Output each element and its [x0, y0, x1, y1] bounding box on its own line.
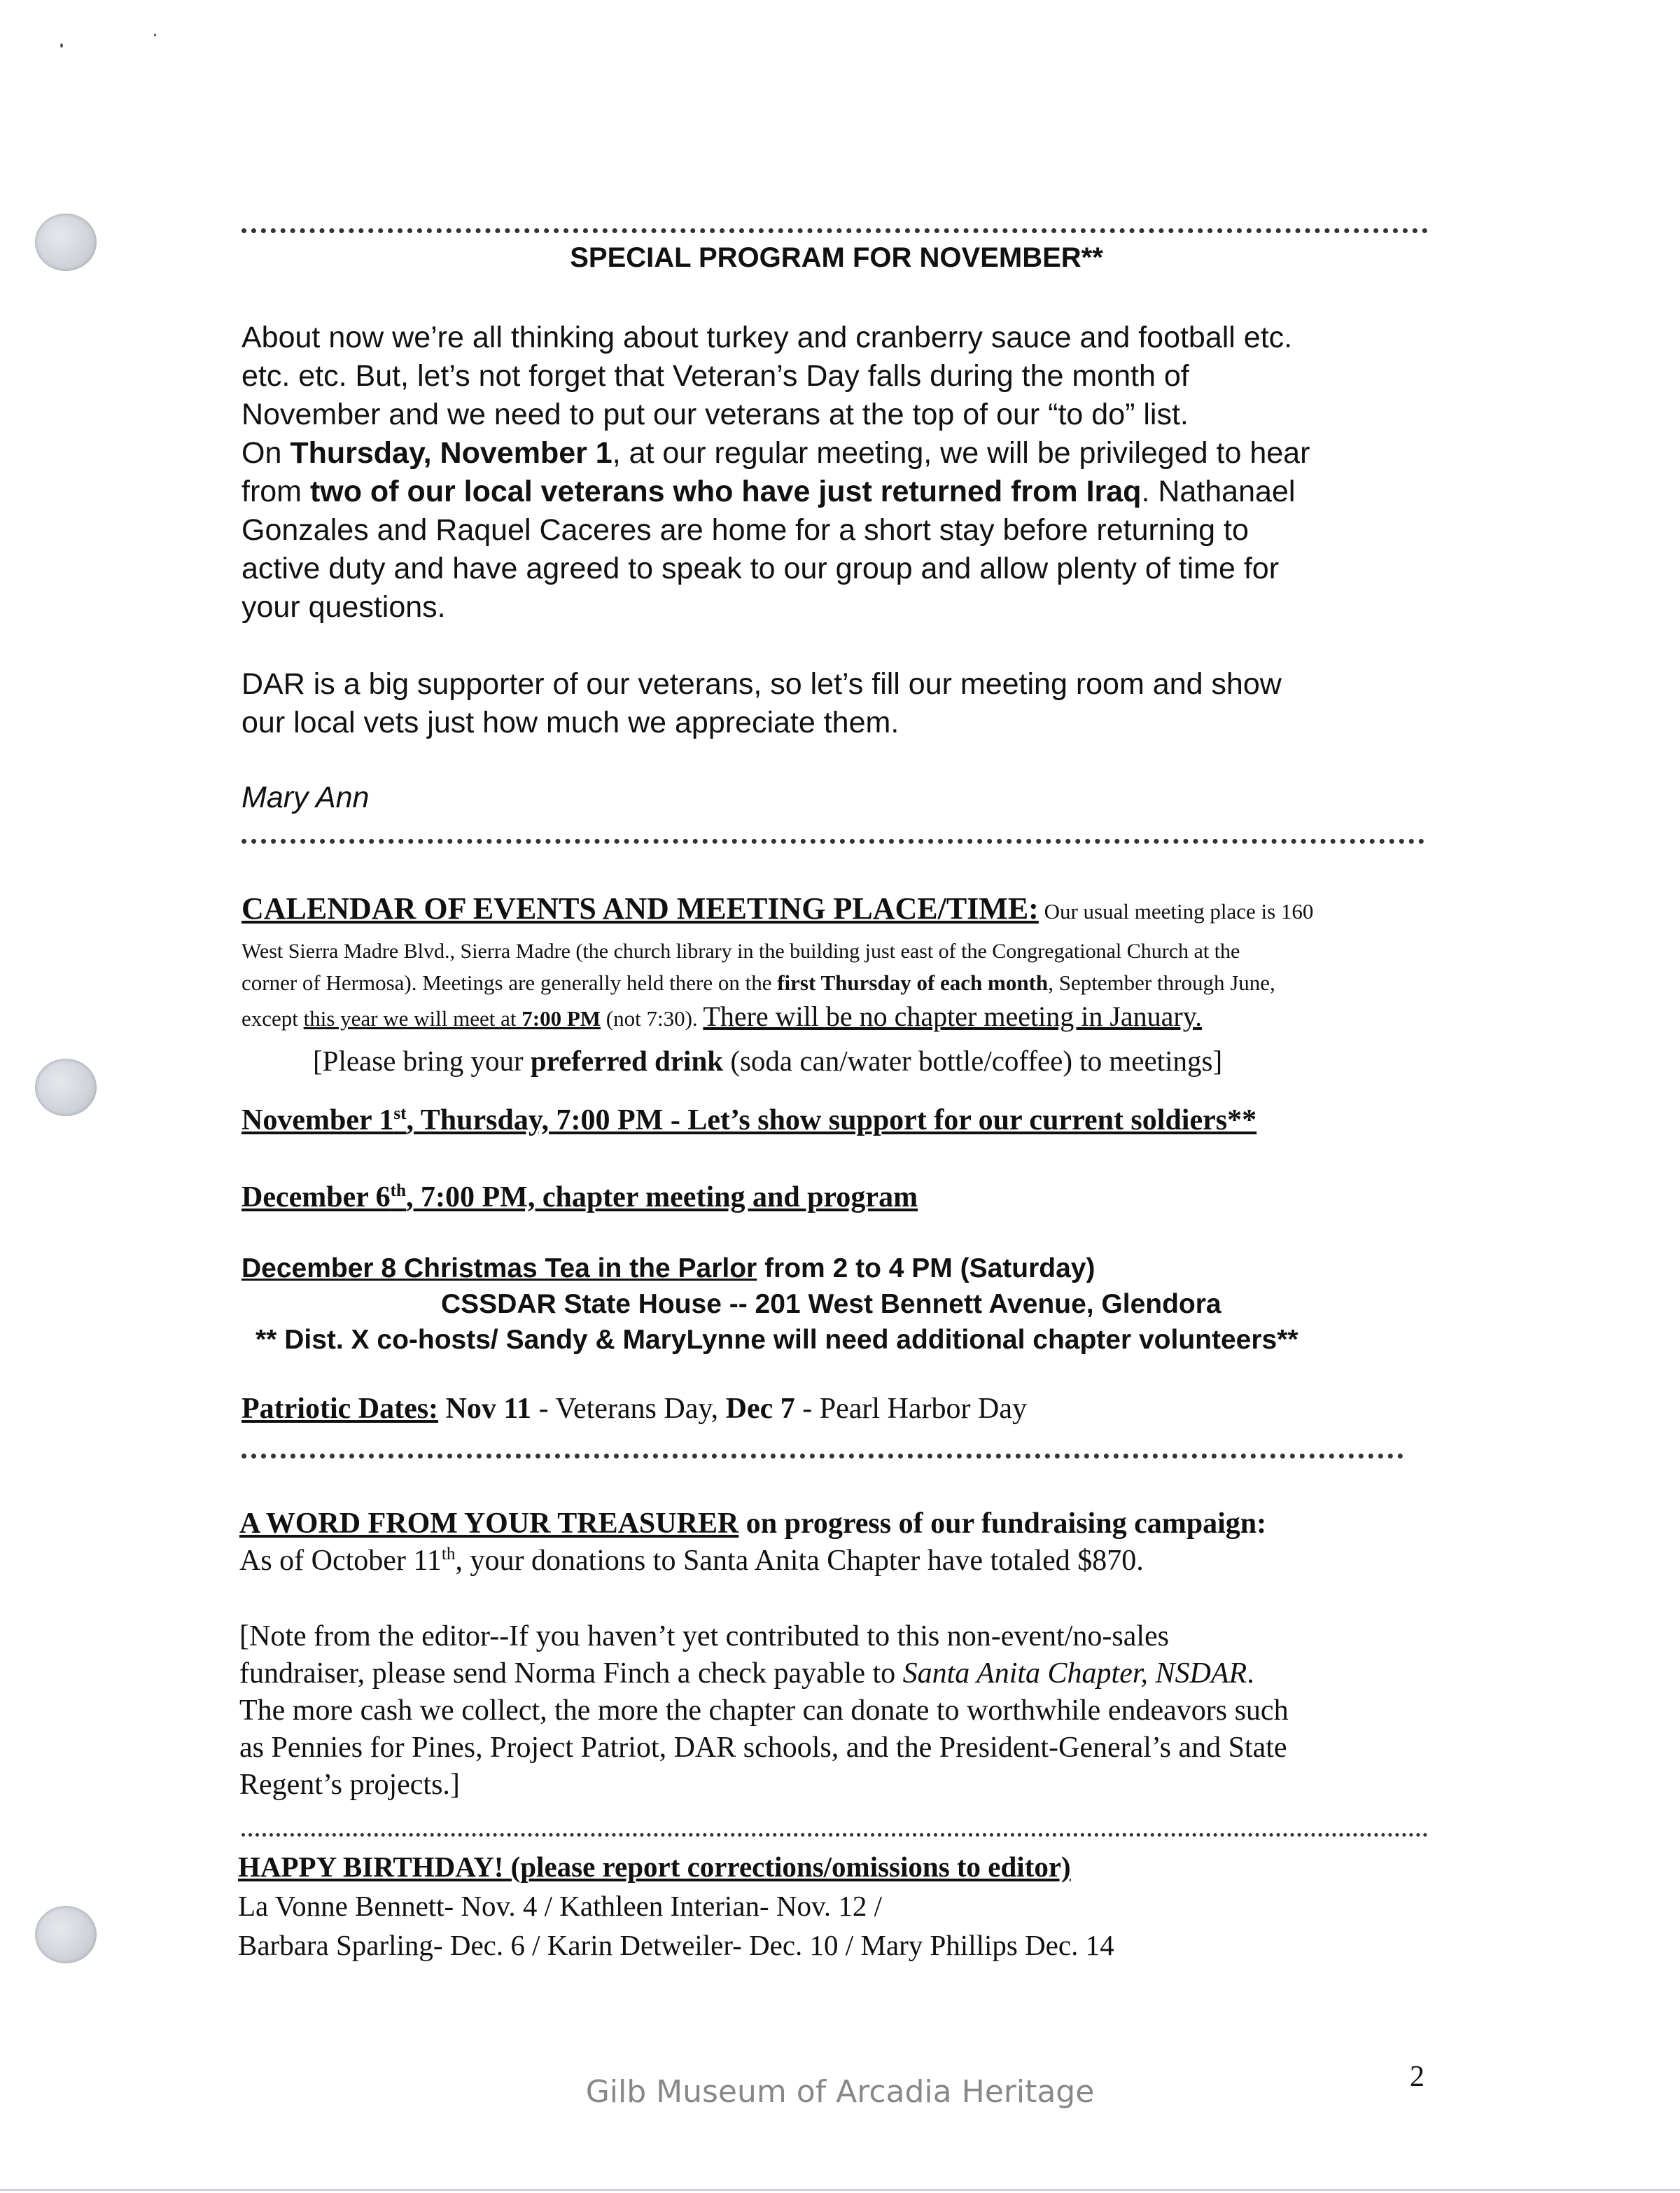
birthday-section — [238, 1847, 1442, 1965]
event-date: November 1 — [241, 1104, 394, 1136]
dotted-divider — [241, 228, 1428, 233]
treasurer-line — [239, 1543, 1443, 1580]
editor-note-line — [239, 1655, 1443, 1692]
dotted-divider — [241, 839, 1424, 844]
meeting-time-note — [304, 1006, 601, 1031]
veterans-emphasis: two of our local veterans who have just returned from Iraq — [309, 475, 1142, 508]
calendar-emphasis: first Thursday of each month — [777, 970, 1049, 995]
patriotic-name: - Pearl Harbor Day — [794, 1393, 1027, 1425]
museum-watermark: Gilb Museum of Arcadia Heritage — [585, 2074, 1095, 2110]
calendar-line — [241, 998, 1438, 1041]
calendar-text-run: , September through June, — [1048, 970, 1275, 995]
no-january-meeting-note: There will be no chapter meeting in January. — [703, 1001, 1203, 1032]
birthday-heading: HAPPY BIRTHDAY! (please report corrections/omissions to editor) — [238, 1851, 1071, 1883]
calendar-section — [241, 889, 1438, 1080]
treasurer-section — [239, 1505, 1443, 1804]
treasurer-text-run: As of October 11 — [239, 1545, 442, 1577]
event-description: , 7:00 PM, chapter meeting and program — [406, 1181, 918, 1213]
scan-speck — [154, 34, 156, 36]
event-date: December 6 — [241, 1181, 391, 1213]
calendar-text-run: Our usual meeting place is 160 — [1038, 899, 1314, 924]
editor-note-line: Regent’s projects.] — [239, 1769, 460, 1801]
patriotic-date: Dec 7 — [725, 1393, 795, 1425]
patriotic-dates — [241, 1391, 1027, 1427]
editor-note-line: [Note from the editor--If you haven’t yet contributed to this non-event/no-sales — [239, 1620, 1170, 1652]
text-run: On — [241, 436, 290, 470]
event-title: December 8 Christmas Tea in the Parlor — [241, 1253, 757, 1283]
calendar-heading-line — [241, 889, 1438, 935]
patriotic-name: - Veterans Day, — [531, 1393, 726, 1425]
body-line: DAR is a big supporter of our veterans, so let’s fill our meeting room and show — [241, 667, 1282, 701]
dotted-divider — [241, 1454, 1404, 1458]
binder-hole-bottom — [35, 1906, 97, 1963]
editor-note-line: The more cash we collect, the more the chapter can donate to worthwhile endeavors such — [239, 1694, 1289, 1727]
calendar-text-run: (soda can/water bottle/coffee) to meetings] — [723, 1045, 1223, 1077]
calendar-text-run: except — [241, 1006, 304, 1031]
calendar-heading: CALENDAR OF EVENTS AND MEETING PLACE/TIME: — [241, 891, 1039, 926]
event-line — [241, 1251, 1432, 1286]
birthday-line: La Vonne Bennett- Nov. 4 / Kathleen Interian- Nov. 12 / — [238, 1890, 882, 1922]
treasurer-heading: A WORD FROM YOUR TREASURER — [239, 1508, 739, 1540]
preferred-drink: preferred drink — [530, 1045, 724, 1077]
birthday-line: Barbara Sparling- Dec. 6 / Karin Detweiler- Dec. 10 / Mary Phillips Dec. 14 — [238, 1929, 1114, 1961]
patriotic-dates-label: Patriotic Dates: — [241, 1393, 439, 1425]
binder-hole-top — [35, 214, 97, 271]
scan-speck — [60, 43, 63, 48]
body-line — [241, 473, 1502, 511]
event-description: , Thursday, 7:00 PM - Let’s show support for our current soldiers** — [406, 1104, 1257, 1136]
calendar-line: West Sierra Madre Blvd., Sierra Madre (the church library in the building just east of the Congregational Church at the — [241, 940, 1240, 963]
meeting-date-emphasis: Thursday, November 1 — [290, 436, 612, 470]
body-line: etc. etc. But, let’s not forget that Veteran’s Day falls during the month of — [241, 359, 1189, 393]
event-location: CSSDAR State House -- 201 West Bennett Avenue, Glendora — [441, 1289, 1222, 1319]
calendar-text-run: [Please bring your — [313, 1045, 531, 1077]
special-program-body — [241, 319, 1502, 817]
event-time: from 2 to 4 PM (Saturday) — [757, 1253, 1096, 1283]
event-december-6 — [241, 1179, 918, 1216]
scan-edge — [0, 2189, 1680, 2191]
body-line: our local vets just how much we appreciate them. — [241, 706, 899, 739]
text-run: , at our regular meeting, we will be privileged to hear — [612, 436, 1310, 470]
calendar-text-run: corner of Hermosa). Meetings are generally held there on the — [241, 970, 778, 995]
editor-note-run: . — [1247, 1657, 1254, 1690]
editor-note-run: fundraiser, please send Norma Finch a check payable to — [239, 1657, 903, 1690]
body-line — [241, 434, 1502, 473]
ordinal-suffix: th — [441, 1545, 456, 1564]
text-run: from — [241, 475, 310, 508]
calendar-text-run: (not 7:30). — [601, 1006, 704, 1031]
treasurer-text-run: , your donations to Santa Anita Chapter have totaled $870. — [455, 1545, 1144, 1577]
binder-hole-middle — [35, 1059, 97, 1116]
body-line: active duty and have agreed to speak to our group and allow plenty of time for — [241, 552, 1280, 585]
body-line: Gonzales and Raquel Caceres are home for a short stay before returning to — [241, 513, 1249, 547]
page-number: 2 — [1410, 2061, 1424, 2093]
treasurer-heading-rest: on progress of our fundraising campaign: — [738, 1508, 1267, 1540]
meeting-time: 7:00 PM — [522, 1006, 601, 1031]
text-run: . Nathanael — [1141, 475, 1296, 508]
special-program-heading: SPECIAL PROGRAM FOR NOVEMBER** — [570, 242, 1103, 273]
editor-note-line: as Pennies for Pines, Project Patriot, DAR schools, and the President-General’s and State — [239, 1732, 1287, 1764]
ordinal-suffix: th — [390, 1181, 407, 1200]
bring-drink-note — [241, 1041, 1438, 1080]
event-december-8 — [241, 1251, 1432, 1358]
dotted-divider — [241, 1833, 1428, 1837]
calendar-text-run: this year we will meet at — [303, 1006, 522, 1031]
payee-name: Santa Anita Chapter, NSDAR — [902, 1657, 1247, 1690]
treasurer-heading-line — [239, 1505, 1443, 1543]
patriotic-date: Nov 11 — [445, 1393, 532, 1425]
event-november-1 — [241, 1102, 1256, 1139]
calendar-line — [241, 967, 1438, 998]
body-line: your questions. — [241, 590, 446, 624]
ordinal-suffix: st — [393, 1104, 407, 1123]
body-line: November and we need to put our veterans at the top of our “to do” list. — [241, 398, 1189, 431]
signature: Mary Ann — [241, 781, 370, 814]
event-volunteer-note: ** Dist. X co-hosts/ Sandy & MaryLynne will need additional chapter volunteers** — [255, 1325, 1298, 1355]
body-line: About now we’re all thinking about turkey and cranberry sauce and football etc. — [241, 321, 1293, 354]
